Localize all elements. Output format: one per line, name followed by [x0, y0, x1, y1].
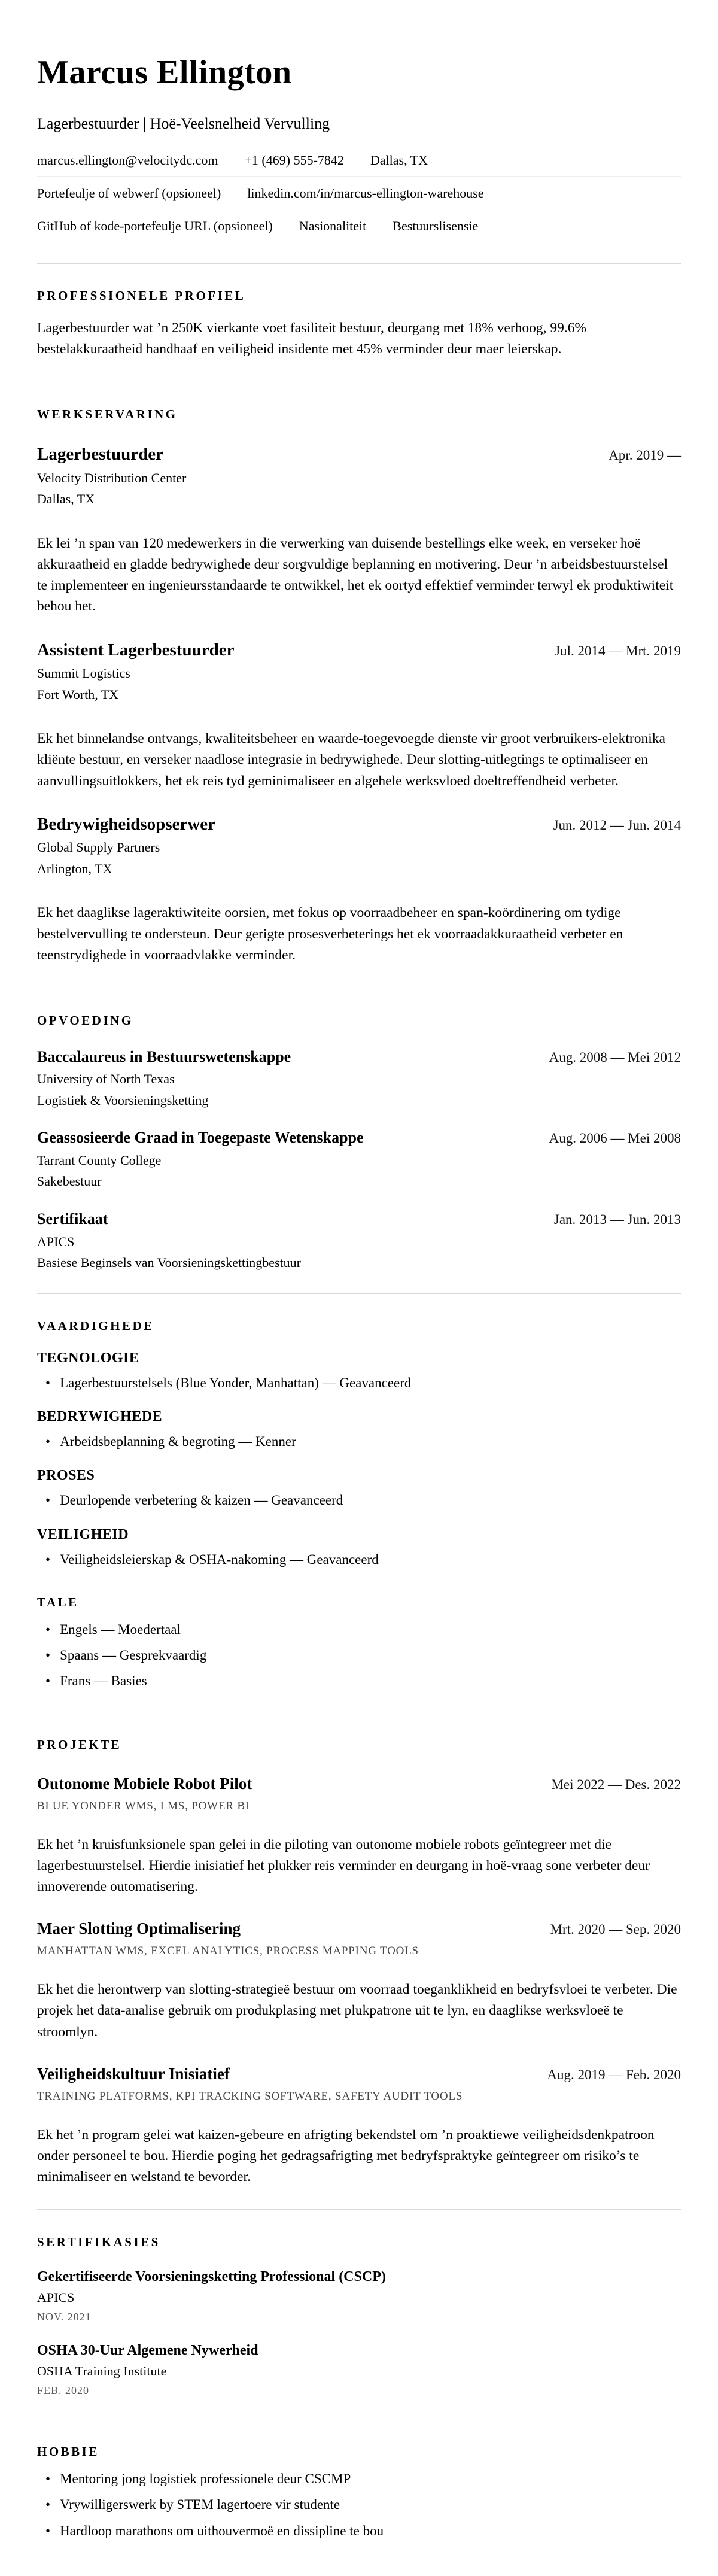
job-location: Fort Worth, TX — [37, 686, 119, 702]
contact-drivers-license: Bestuurslisensie — [393, 218, 479, 233]
language-item — [37, 1646, 681, 1664]
section-languages — [37, 1595, 681, 1691]
education-dates: Aug. 2006 — Mei 2008 — [549, 1131, 681, 1146]
language-item-text: Engels — Moedertaal — [60, 1622, 181, 1638]
job-title: Bedrywigheidsopserwer — [37, 814, 216, 834]
job-entry — [37, 443, 681, 617]
job-title: Lagerbestuurder — [37, 445, 164, 464]
hobby-list — [37, 2469, 681, 2539]
job-company: Summit Logistics — [37, 665, 130, 681]
certification-org: OSHA Training Institute — [37, 2364, 167, 2379]
project-entry — [37, 1919, 681, 2043]
project-dates: Mei 2022 — Des. 2022 — [551, 1776, 681, 1792]
project-description: Ek het ’n kruisfunksionele span gelei in die piloting van outonome mobiele robots geïntegreer met die lagerbestuurstelsel. Hierdie inisiatief het plukker reis verminder en deurgang in hoë-vraag sone verbeter deur innoverende outomatisering. — [37, 1836, 650, 1895]
hobby-item-text: Hardloop marathons om uithouvermoë en dissipline te bou — [60, 2523, 384, 2538]
project-entry — [37, 2064, 681, 2188]
job-location: Dallas, TX — [37, 491, 95, 507]
hobby-item-text: Vrywilligerswerk by STEM lagertoere vir studente — [60, 2497, 340, 2513]
certification-entry — [37, 2341, 681, 2397]
job-entry — [37, 813, 681, 966]
section-profile — [37, 263, 681, 360]
bullet-icon — [45, 1672, 50, 1690]
skill-group-title: TEGNOLOGIE — [37, 1350, 139, 1366]
skill-item — [37, 1550, 681, 1569]
certification-entry — [37, 2268, 681, 2323]
job-description: Ek lei ’n span van 120 medewerkers in die verwerking van duisende bestellings elke week, en verseker hoë akkuraatheid en gladde bedrywighede deur sorgvuldige beplanning en motivering. Deur ’n arbeidsbestuurstelsel te implementeer en ingenieursstandaarde te ontwikkel, het ek oortyd effektief verminder terwyl ek produktiwiteit behou het. — [37, 535, 674, 615]
skill-item-text: Deurlopende verbetering & kaizen — Geavanceerd — [60, 1493, 343, 1508]
job-description: Ek het binnelandse ontvangs, kwaliteitsbeheer en waarde-toegevoegde dienste vir groot verbruikers-elektronika kliënte bestuur, en verseker naadlose integrasie in bedrywighede. Deur slotting-uitlegtings te optimaliseer en aanvullingsuitlokkers, het ek reis tyd geminimaliseer en algehele werksvloed doeltreffendheid verbeter. — [37, 731, 665, 789]
education-entry — [37, 1210, 681, 1272]
contact-row — [37, 177, 681, 209]
skill-group — [37, 1468, 681, 1509]
job-description: Ek het daaglikse lageraktiwiteite oorsien, met fokus op voorraadbeheer en span-koördinering om tydige bestelvervulling te ondersteun. Deur gerigte prosesverbeterings het ek voorraadakkuraatheid verbeter en teenstrydighede in voorraadvlakke verminder. — [37, 905, 623, 963]
hobby-item-text: Mentoring jong logistiek professionele deur CSCMP — [60, 2471, 351, 2487]
certification-title: OSHA 30-Uur Algemene Nywerheid — [37, 2343, 258, 2359]
job-company: Velocity Distribution Center — [37, 470, 187, 485]
skill-list — [37, 1550, 681, 1569]
section-heading-projects: PROJEKTE — [37, 1737, 122, 1752]
job-location: Arlington, TX — [37, 861, 112, 876]
contact-row — [37, 209, 681, 242]
job-entry-head — [37, 813, 681, 835]
language-list — [37, 1620, 681, 1690]
degree-title: Geassosieerde Graad in Toegepaste Wetenskappe — [37, 1129, 364, 1147]
school-name: APICS — [37, 1234, 75, 1249]
section-heading-experience: WERKSERVARING — [37, 407, 178, 422]
skill-item — [37, 1374, 681, 1392]
section-experience — [37, 382, 681, 966]
section-heading-hobbies: HOBBIE — [37, 2444, 99, 2459]
project-tools: MANHATTAN WMS, EXCEL ANALYTICS, PROCESS MAPPING TOOLS — [37, 1945, 419, 1958]
skill-item-text: Veiligheidsleierskap & OSHA-nakoming — Geavanceerd — [60, 1551, 379, 1567]
hobby-item — [37, 2522, 681, 2540]
skill-group — [37, 1409, 681, 1451]
skill-list — [37, 1432, 681, 1451]
project-entry-head — [37, 2064, 681, 2085]
project-description: Ek het ’n program gelei wat kaizen-gebeure en afrigting bekendstel om ’n proaktiewe veiligheidsdenkpatroon onder personeel te bou. Hierdie poging het gedragsafrigting met bedryfspraktyke geïntegreer om risiko’s te minimaliseer en welstand te bevorder. — [37, 2127, 655, 2185]
school-name: University of North Texas — [37, 1071, 175, 1087]
education-detail: Basiese Beginsels van Voorsieningskettingbestuur — [37, 1255, 301, 1271]
education-detail: Sakebestuur — [37, 1174, 102, 1189]
language-item — [37, 1620, 681, 1639]
contact-phone: +1 (469) 555-7842 — [244, 152, 344, 168]
job-dates: Apr. 2019 — — [609, 448, 681, 463]
project-title: Maer Slotting Optimalisering — [37, 1919, 241, 1938]
job-dates: Jul. 2014 — Mrt. 2019 — [555, 643, 681, 658]
project-dates: Mrt. 2020 — Sep. 2020 — [550, 1922, 681, 1937]
profile-summary: Lagerbestuurder wat ’n 250K vierkante voet fasiliteit bestuur, deurgang met 18% verhoog, 99.6% bestelakkuraatheid handhaaf en veiligheid insidente met 45% verminder deur maer leierskap. — [37, 320, 587, 357]
section-skills — [37, 1293, 681, 1569]
project-dates: Aug. 2019 — Feb. 2020 — [547, 2067, 681, 2082]
certification-date: NOV. 2021 — [37, 2311, 92, 2323]
certification-date: FEB. 2020 — [37, 2384, 90, 2397]
bullet-icon — [45, 1620, 50, 1639]
education-entry-head — [37, 1047, 681, 1067]
skill-group — [37, 1527, 681, 1569]
bullet-icon — [45, 1374, 50, 1392]
skill-item-text: Lagerbestuurstelsels (Blue Yonder, Manhattan) — Geavanceerd — [60, 1375, 412, 1391]
bullet-icon — [45, 2522, 50, 2540]
hobby-item — [37, 2495, 681, 2514]
bullet-icon — [45, 1491, 50, 1509]
education-entry-head — [37, 1210, 681, 1229]
hobby-item — [37, 2469, 681, 2488]
contact-info — [37, 144, 681, 242]
job-title: Assistent Lagerbestuurder — [37, 640, 235, 660]
resume-header — [37, 54, 681, 242]
section-heading-certifications: SERTIFIKASIES — [37, 2234, 160, 2249]
education-entry — [37, 1047, 681, 1110]
contact-location: Dallas, TX — [370, 152, 428, 168]
education-dates: Jan. 2013 — Jun. 2013 — [553, 1212, 681, 1228]
candidate-tagline: Lagerbestuurder | Hoë-Veelsnelheid Vervulling — [37, 114, 330, 132]
skill-group-title: BEDRYWIGHEDE — [37, 1409, 163, 1425]
contact-row — [37, 144, 681, 177]
skill-group — [37, 1350, 681, 1392]
skill-item — [37, 1432, 681, 1451]
candidate-name: Marcus Ellington — [37, 53, 292, 91]
language-item — [37, 1672, 681, 1690]
education-dates: Aug. 2008 — Mei 2012 — [549, 1049, 681, 1065]
education-entry-head — [37, 1128, 681, 1148]
language-item-text: Frans — Basies — [60, 1673, 147, 1689]
skill-list — [37, 1374, 681, 1392]
bullet-icon — [45, 1432, 50, 1451]
contact-nationality: Nasionaliteit — [299, 218, 367, 233]
bullet-icon — [45, 1646, 50, 1664]
language-item-text: Spaans — Gesprekvaardig — [60, 1648, 207, 1663]
skill-group-title: VEILIGHEID — [37, 1526, 129, 1542]
section-certifications — [37, 2209, 681, 2397]
project-description: Ek het die herontwerp van slotting-strategieë bestuur om voorraad toeganklikheid en bedryfsvloei te verbeter. Die projek het data-analise gebruik om produkplasing met plukpatrone uit te lyn, en daaglikse werksvloeë te stroomlyn. — [37, 1982, 677, 2040]
education-detail: Logistiek & Voorsieningsketting — [37, 1092, 209, 1108]
job-company: Global Supply Partners — [37, 840, 160, 855]
bullet-icon — [45, 1550, 50, 1569]
project-entry — [37, 1774, 681, 1898]
bullet-icon — [45, 2495, 50, 2514]
project-title: Veiligheidskultuur Inisiatief — [37, 2064, 230, 2083]
certification-org: APICS — [37, 2290, 75, 2305]
contact-linkedin: linkedin.com/in/marcus-ellington-warehouse — [247, 185, 484, 201]
section-heading-languages: TALE — [37, 1594, 79, 1609]
skill-item — [37, 1491, 681, 1509]
project-entry-head — [37, 1919, 681, 1939]
skill-list — [37, 1491, 681, 1509]
job-dates: Jun. 2012 — Jun. 2014 — [553, 817, 681, 833]
skill-item-text: Arbeidsbeplanning & begroting — Kenner — [60, 1434, 296, 1450]
project-title: Outonome Mobiele Robot Pilot — [37, 1774, 252, 1793]
section-heading-profile: PROFESSIONELE PROFIEL — [37, 288, 246, 303]
job-entry-head — [37, 443, 681, 465]
contact-github: GitHub of kode-portefeulje URL (opsioneel) — [37, 218, 273, 233]
section-heading-skills: VAARDIGHEDE — [37, 1319, 154, 1333]
section-heading-education: OPVOEDING — [37, 1013, 133, 1028]
job-entry-head — [37, 639, 681, 661]
project-tools: BLUE YONDER WMS, LMS, POWER BI — [37, 1799, 250, 1812]
bullet-icon — [45, 2469, 50, 2488]
school-name: Tarrant County College — [37, 1152, 162, 1168]
degree-title: Sertifikaat — [37, 1210, 108, 1228]
skill-group-title: PROSES — [37, 1468, 95, 1484]
project-tools: TRAINING PLATFORMS, KPI TRACKING SOFTWARE, SAFETY AUDIT TOOLS — [37, 2089, 463, 2103]
certification-title: Gekertifiseerde Voorsieningsketting Professional (CSCP) — [37, 2269, 386, 2285]
job-entry — [37, 639, 681, 792]
section-education — [37, 988, 681, 1272]
section-projects — [37, 1712, 681, 2188]
contact-website: Portefeulje of webwerf (opsioneel) — [37, 185, 221, 201]
degree-title: Baccalaureus in Bestuurswetenskappe — [37, 1047, 291, 1065]
project-entry-head — [37, 1774, 681, 1794]
contact-email: marcus.ellington@velocitydc.com — [37, 152, 218, 168]
section-hobbies — [37, 2419, 681, 2539]
education-entry — [37, 1128, 681, 1190]
